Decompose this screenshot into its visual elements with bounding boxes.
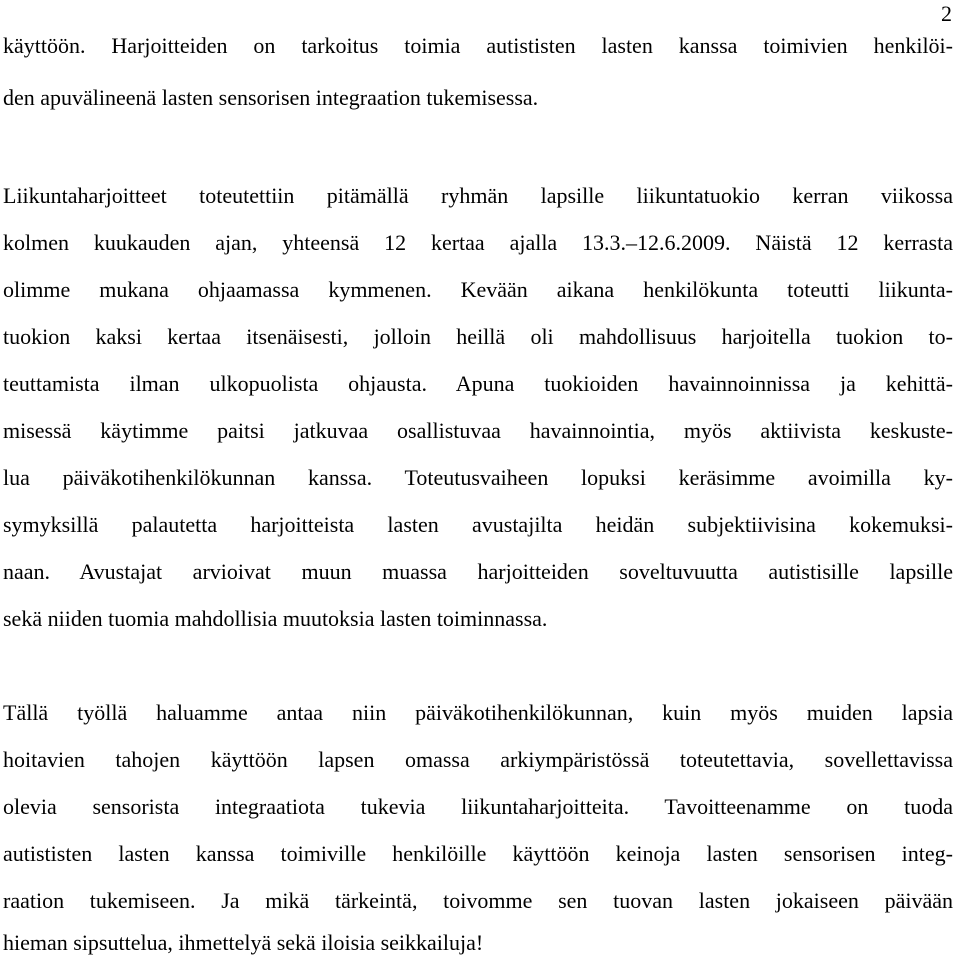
paragraph-2-line-7: lua päiväkotihenkilökunnan kanssa. Toteutusvaiheen lopuksi keräsimme avoimilla ky- — [3, 465, 953, 490]
paragraph-2-line-1: Liikuntaharjoitteet toteutettiin pitämällä ryhmän lapsille liikuntatuokio kerran viikossa — [3, 183, 953, 208]
paragraph-1-line-2: den apuvälineenä lasten sensorisen integraation tukemisessa. — [3, 85, 539, 110]
paragraph-3-line-1: Tällä työllä haluamme antaa niin päiväkotihenkilökunnan, kuin myös muiden lapsia — [3, 700, 953, 725]
paragraph-3-line-3: olevia sensorista integraatiota tukevia liikuntaharjoitteita. Tavoitteenamme on tuoda — [3, 794, 953, 819]
paragraph-2-line-10: sekä niiden tuomia mahdollisia muutoksia lasten toiminnassa. — [3, 606, 548, 631]
paragraph-2-line-2: kolmen kuukauden ajan, yhteensä 12 kertaa ajalla 13.3.–12.6.2009. Näistä 12 kerrasta — [3, 230, 953, 255]
paragraph-3-line-2: hoitavien tahojen käyttöön lapsen omassa arkiympäristössä toteutettavia, sovellettavissa — [3, 747, 953, 772]
paragraph-2-line-9: naan. Avustajat arvioivat muun muassa harjoitteiden soveltuvuutta autistisille lapsille — [3, 559, 953, 584]
paragraph-2-line-4: tuokion kaksi kertaa itsenäisesti, jolloin heillä oli mahdollisuus harjoitella tuokion to- — [3, 324, 953, 349]
paragraph-2-line-8: symyksillä palautetta harjoitteista lasten avustajilta heidän subjektiivisina kokemuksi- — [3, 512, 953, 537]
paragraph-2-line-3: olimme mukana ohjaamassa kymmenen. Kevään aikana henkilökunta toteutti liikunta- — [3, 277, 953, 302]
paragraph-2-line-5: teuttamista ilman ulkopuolista ohjausta. Apuna tuokioiden havainnoinnissa ja kehittä- — [3, 371, 953, 396]
paragraph-2-line-6: misessä käytimme paitsi jatkuvaa osallistuvaa havainnointia, myös aktiivista keskuste- — [3, 418, 953, 443]
paragraph-3-line-5: raation tukemiseen. Ja mikä tärkeintä, toivomme sen tuovan lasten jokaiseen päivään — [3, 888, 953, 913]
paragraph-3-line-6: hieman sipsuttelua, ihmettelyä sekä iloisia seikkailuja! — [3, 930, 484, 955]
page-number: 2 — [941, 1, 952, 26]
paragraph-3-line-4: autististen lasten kanssa toimiville henkilöille käyttöön keinoja lasten sensorisen integ- — [3, 841, 953, 866]
paragraph-1-line-1: käyttöön. Harjoitteiden on tarkoitus toimia autististen lasten kanssa toimivien henkilöi- — [3, 33, 953, 58]
